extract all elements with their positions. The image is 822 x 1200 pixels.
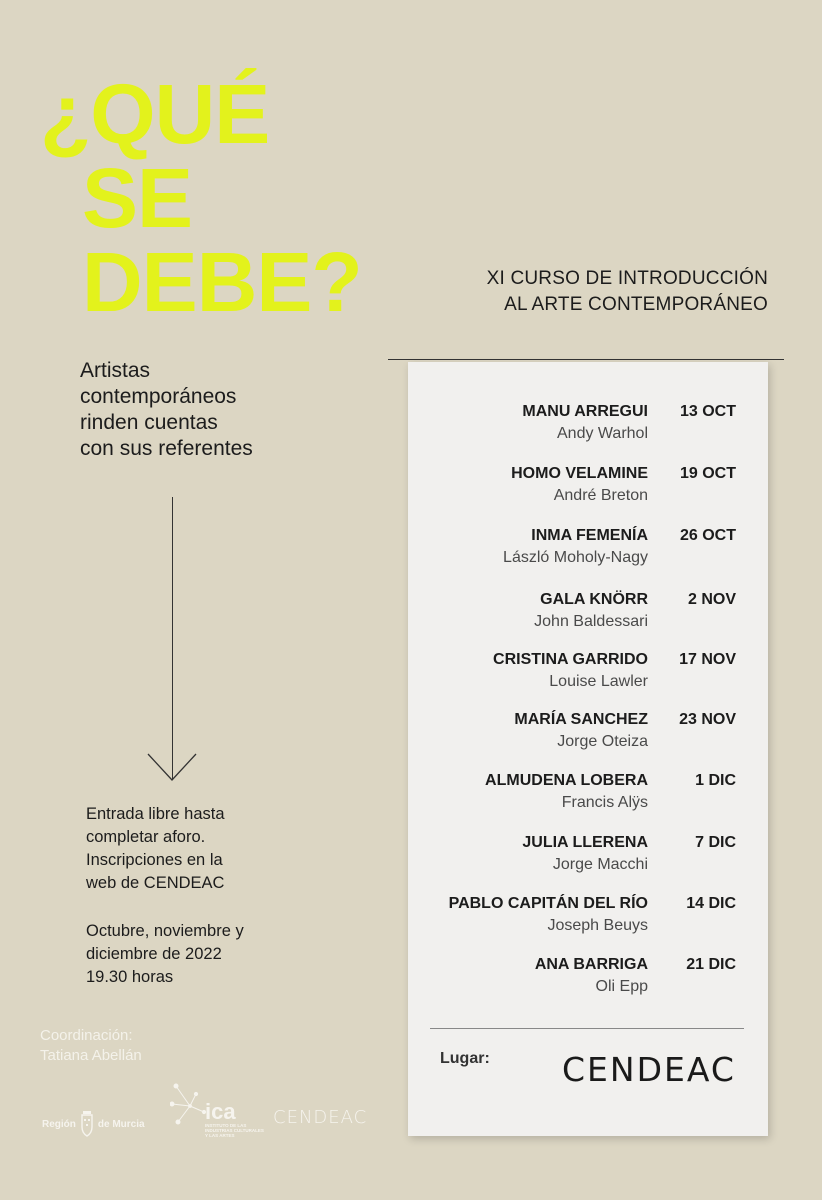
divider (388, 359, 784, 360)
subtitle-line: Artistas (80, 359, 151, 382)
arrow-down-icon (146, 752, 198, 782)
sponsor-logos (40, 1078, 380, 1148)
schedule-date: 19 OCT (679, 465, 736, 482)
schedule-row (408, 956, 768, 1000)
schedule-date: 26 OCT (679, 527, 736, 544)
schedule-reference: Jorge Oteiza (557, 733, 648, 750)
schedule-row (408, 834, 768, 878)
schedule-artist: JULIA LLERENA (522, 834, 648, 851)
schedule-row (408, 591, 768, 635)
entry-info (86, 803, 225, 895)
schedule-reference: Andy Warhol (557, 425, 648, 442)
schedule-artist: ANA BARRIGA (534, 956, 648, 973)
headline-line: DEBE? (82, 235, 362, 329)
schedule-card (408, 362, 768, 1136)
coordination-label: Coordinación: (40, 1027, 133, 1044)
schedule-row (408, 895, 768, 939)
schedule-reference: László Moholy-Nagy (503, 549, 648, 566)
date-info-line: diciembre de 2022 (86, 945, 222, 963)
date-info-line: 19.30 horas (86, 968, 174, 986)
schedule-row (408, 403, 768, 447)
subtitle-line: rinden cuentas (80, 411, 218, 434)
venue-label: Lugar: (440, 1050, 490, 1067)
schedule-reference: Louise Lawler (549, 673, 648, 690)
headline-line: ¿QUÉ (40, 67, 270, 161)
course-title-line: AL ARTE CONTEMPORÁNEO (504, 294, 768, 315)
entry-info-line: Inscripciones en la (86, 851, 223, 869)
schedule-reference: André Breton (553, 487, 648, 504)
region-logo-text: de Murcia (97, 1118, 145, 1130)
schedule-date: 23 NOV (679, 711, 736, 728)
schedule-reference: Joseph Beuys (547, 917, 648, 934)
schedule-date: 1 DIC (695, 772, 736, 789)
schedule-artist: HOMO VELAMINE (511, 465, 648, 482)
schedule-row (408, 527, 768, 571)
schedule-row (408, 465, 768, 509)
schedule-artist: MARÍA SANCHEZ (514, 711, 648, 728)
headline-line: SE (82, 151, 193, 245)
schedule-artist: ALMUDENA LOBERA (485, 772, 648, 789)
schedule-row (408, 651, 768, 695)
subtitle-line: con sus referentes (80, 437, 253, 460)
date-info-line: Octubre, noviembre y (86, 922, 244, 940)
schedule-artist: PABLO CAPITÁN DEL RÍO (448, 895, 648, 912)
course-title-line: XI CURSO DE INTRODUCCIÓN (486, 268, 768, 289)
schedule-row (408, 711, 768, 755)
course-title (487, 266, 768, 318)
coordination (40, 1026, 142, 1066)
coordination-name: Tatiana Abellán (40, 1047, 142, 1064)
schedule-artist: CRISTINA GARRIDO (493, 651, 648, 668)
schedule-artist: MANU ARREGUI (522, 403, 648, 420)
schedule-date: 21 DIC (686, 956, 736, 973)
ica-logo-subtext: INSTITUTO DE LAS INDUSTRIAS CULTURALES Y LAS ARTES (205, 1123, 264, 1138)
schedule-artist: GALA KNÖRR (540, 591, 648, 608)
subtitle (80, 358, 253, 462)
date-info (86, 920, 244, 989)
schedule-date: 13 OCT (679, 403, 736, 420)
region-murcia-logo (42, 1110, 145, 1138)
schedule-reference: Jorge Macchi (552, 856, 648, 873)
region-logo-text: Región (42, 1118, 76, 1130)
cendeac-logo-small: CENDEAC (273, 1107, 368, 1128)
schedule-reference: Francis Alÿs (561, 794, 648, 811)
schedule-date: 2 NOV (687, 591, 736, 608)
entry-info-line: web de CENDEAC (86, 874, 225, 892)
crest-icon (80, 1110, 94, 1138)
headline (40, 67, 362, 329)
schedule-artist: INMA FEMENÍA (531, 527, 648, 544)
divider (430, 1028, 744, 1029)
ica-network-icon (170, 1082, 210, 1126)
subtitle-line: contemporáneos (80, 385, 237, 408)
entry-info-line: completar aforo. (86, 828, 206, 846)
entry-info-line: Entrada libre hasta (86, 805, 225, 823)
schedule-date: 14 DIC (686, 895, 736, 912)
schedule-date: 7 DIC (695, 834, 736, 851)
schedule-reference: John Baldessari (534, 613, 648, 630)
schedule-date: 17 NOV (679, 651, 736, 668)
ica-logo-text: ica (205, 1099, 236, 1124)
schedule-reference: Oli Epp (595, 978, 648, 995)
arrow-shaft (172, 497, 173, 779)
venue-logo: CENDEAC (562, 1050, 736, 1089)
schedule-row (408, 772, 768, 816)
